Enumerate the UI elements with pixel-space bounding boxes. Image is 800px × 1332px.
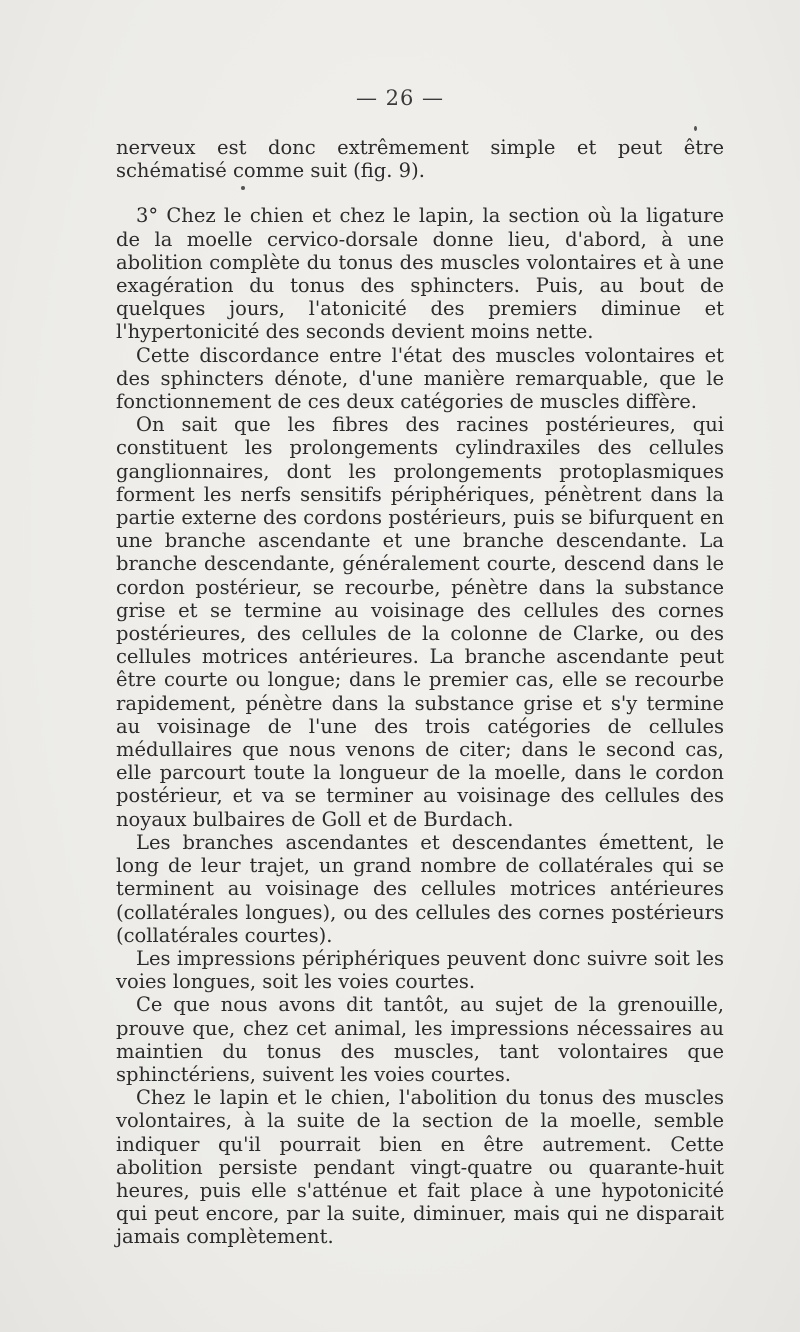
body-text — [116, 136, 724, 1249]
paragraph-discordance: Cette discordance entre l'état des muscles volontaires et des sphincters dénote, d'une manière remarquable, que le fonctionnement de ces deux catégories de muscles diffère. — [116, 343, 724, 414]
paragraph-impressions: Les impressions périphériques peuvent donc suivre soit les voies longues, soit les voies courtes. — [116, 946, 724, 994]
paragraph-fibres: On sait que les fibres des racines postérieures, qui constituent les prolongements cylindraxiles des cellules ganglionnaires, dont les prolongements protoplasmiques forment les nerfs sensitifs périphériques, pénètrent dans la partie externe des cordons postérieurs, puis se bifurquent en une branche ascendante et une branche descendante. La branche descendante, généralement courte, descend dans le cordon postérieur, se recourbe, pénètre dans la substance grise et se termine au voisinage des cellules des cornes postérieures, des cellules de la colonne de Clarke, ou des cellules motrices antérieures. La branche ascendante peut être courte ou longue; dans le premier cas, elle se recourbe rapidement, pénètre dans la substance grise et s'y termine au voisinage de l'une des trois catégories de cellules médullaires que nous venons de citer; dans le second cas, elle parcourt toute la longueur de la moelle, dans le cordon postérieur, et va se terminer au voisinage des cellules des noyaux bulbaires de Goll et de Burdach. — [116, 413, 724, 831]
paragraph-lapin-chien: Chez le lapin et le chien, l'abolition du tonus des muscles volontaires, à la suite de la section de la moelle, semble indiquer qu'il pourrait bien en être autrement. Cette abolition persiste pendant vingt-quatre ou quarante-huit heures, puis elle s'atténue et fait place à une hypotonicité qui peut encore, par la suite, diminuer, mais qui ne disparait jamais complètement. — [116, 1086, 724, 1249]
page-number: — 26 — — [355, 86, 445, 110]
paragraph-continuation: nerveux est donc extrêmement simple et peut être schématisé comme suit (fig. 9). — [116, 136, 724, 183]
print-speck — [694, 126, 697, 131]
paragraph-grenouille: Ce que nous avons dit tantôt, au sujet de la grenouille, prouve que, chez cet animal, les impressions nécessaires au maintien du tonus des muscles, tant volontaires que sphinctériens, suivent les voies courtes. — [116, 993, 724, 1086]
paragraph-branches: Les branches ascendantes et descendantes émettent, le long de leur trajet, un grand nombre de collatérales qui se terminent au voisinage des cellules motrices antérieures (collatérales longues), ou des cellules des cornes postérieurs (collatérales courtes). — [116, 830, 724, 947]
paragraph-section-3: 3° Chez le chien et chez le lapin, la section où la ligature de la moelle cervico-dorsale donne lieu, d'abord, à une abolition complète du tonus des muscles volontaires et à une exagération du tonus des sphincters. Puis, au bout de quelques jours, l'atonicité des premiers diminue et l'hypertonicité des seconds devient moins nette. — [116, 204, 724, 344]
